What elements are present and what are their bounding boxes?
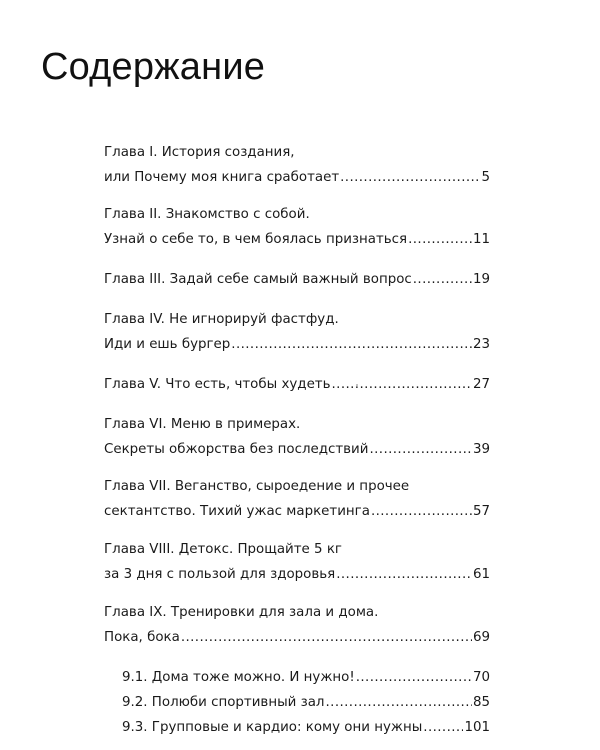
toc-line	[104, 537, 490, 562]
toc-line	[104, 202, 490, 227]
toc-page-number: 57	[472, 504, 490, 519]
toc-page-number: 69	[472, 630, 490, 645]
toc-subentry-9-1[interactable]	[104, 665, 490, 690]
dot-leader	[413, 267, 472, 292]
table-of-contents	[104, 140, 490, 740]
toc-entry-title: Узнай о себе то, в чем боялась признаться	[104, 232, 408, 247]
toc-entry-title: Глава III. Задай себе самый важный вопрос	[104, 272, 412, 287]
toc-entry-chapter-8[interactable]	[104, 537, 490, 587]
toc-subentry-9-3[interactable]	[104, 715, 490, 740]
toc-entry-title: Глава II. Знакомство с собой.	[104, 207, 310, 222]
toc-line	[104, 625, 490, 650]
dot-leader	[408, 227, 472, 252]
toc-entry-title: Секреты обжорства без последствий	[104, 442, 369, 457]
toc-entry-chapter-5[interactable]	[104, 372, 490, 397]
toc-line	[104, 412, 490, 437]
toc-entry-title: Глава V. Что есть, чтобы худеть	[104, 377, 331, 392]
toc-entry-chapter-6[interactable]	[104, 412, 490, 462]
dot-leader	[231, 332, 472, 357]
dot-leader	[369, 437, 471, 462]
toc-page-number: 11	[472, 232, 490, 247]
dot-leader	[181, 625, 472, 650]
toc-entry-chapter-1[interactable]	[104, 140, 490, 190]
toc-line	[104, 140, 490, 165]
toc-subentry-9-2[interactable]	[104, 690, 490, 715]
toc-page-number: 70	[472, 670, 490, 685]
toc-entry-title: Иди и ешь бургер	[104, 337, 231, 352]
toc-line	[104, 227, 490, 252]
toc-entry-title: Глава I. История создания,	[104, 145, 295, 160]
toc-page-number: 5	[481, 170, 490, 185]
toc-page-number: 61	[472, 567, 490, 582]
toc-entry-chapter-7[interactable]	[104, 474, 490, 524]
toc-entry-title: Глава IX. Тренировки для зала и дома.	[104, 605, 379, 620]
toc-entry-title: 9.2. Полюби спортивный зал	[122, 695, 325, 710]
dot-leader	[332, 372, 472, 397]
toc-line	[122, 715, 490, 740]
toc-entry-chapter-2[interactable]	[104, 202, 490, 252]
toc-entry-title: или Почему моя книга сработает	[104, 170, 340, 185]
toc-page-number: 23	[472, 337, 490, 352]
toc-entry-title: 9.1. Дома тоже можно. И нужно!	[122, 670, 355, 685]
toc-entry-title: Глава VI. Меню в примерах.	[104, 417, 301, 432]
dot-leader	[356, 665, 472, 690]
dot-leader	[336, 562, 472, 587]
dot-leader	[423, 715, 463, 740]
toc-entry-title: сектантство. Тихий ужас маркетинга	[104, 504, 370, 519]
toc-line	[104, 165, 490, 190]
dot-leader	[371, 499, 472, 524]
toc-page-number: 85	[472, 695, 490, 710]
toc-line	[104, 499, 490, 524]
toc-page-number: 27	[472, 377, 490, 392]
toc-entry-title: Глава IV. Не игнорируй фастфуд.	[104, 312, 339, 327]
toc-entry-chapter-9[interactable]	[104, 600, 490, 650]
toc-line	[122, 665, 490, 690]
dot-leader	[326, 690, 472, 715]
toc-line	[104, 562, 490, 587]
toc-line	[104, 267, 490, 292]
toc-entry-title: за 3 дня с пользой для здоровья	[104, 567, 336, 582]
toc-entry-title: Глава VIII. Детокс. Прощайте 5 кг	[104, 542, 342, 557]
toc-entry-chapter-3[interactable]	[104, 267, 490, 292]
toc-entry-title: 9.3. Групповые и кардио: кому они нужны	[122, 720, 423, 735]
toc-line	[104, 372, 490, 397]
dot-leader	[340, 165, 480, 190]
page-speck	[356, 384, 358, 386]
toc-page-number: 101	[464, 720, 490, 735]
toc-page-number: 19	[472, 272, 490, 287]
toc-line	[104, 437, 490, 462]
toc-line	[104, 332, 490, 357]
toc-page-number: 39	[472, 442, 490, 457]
toc-entry-title: Глава VII. Веганство, сыроедение и прочее	[104, 479, 410, 494]
toc-line	[104, 474, 490, 499]
toc-entry-title: Пока, бока	[104, 630, 180, 645]
toc-entry-chapter-4[interactable]	[104, 307, 490, 357]
toc-line	[104, 600, 490, 625]
page-title: Содержание	[41, 46, 266, 88]
toc-line	[104, 307, 490, 332]
toc-line	[122, 690, 490, 715]
